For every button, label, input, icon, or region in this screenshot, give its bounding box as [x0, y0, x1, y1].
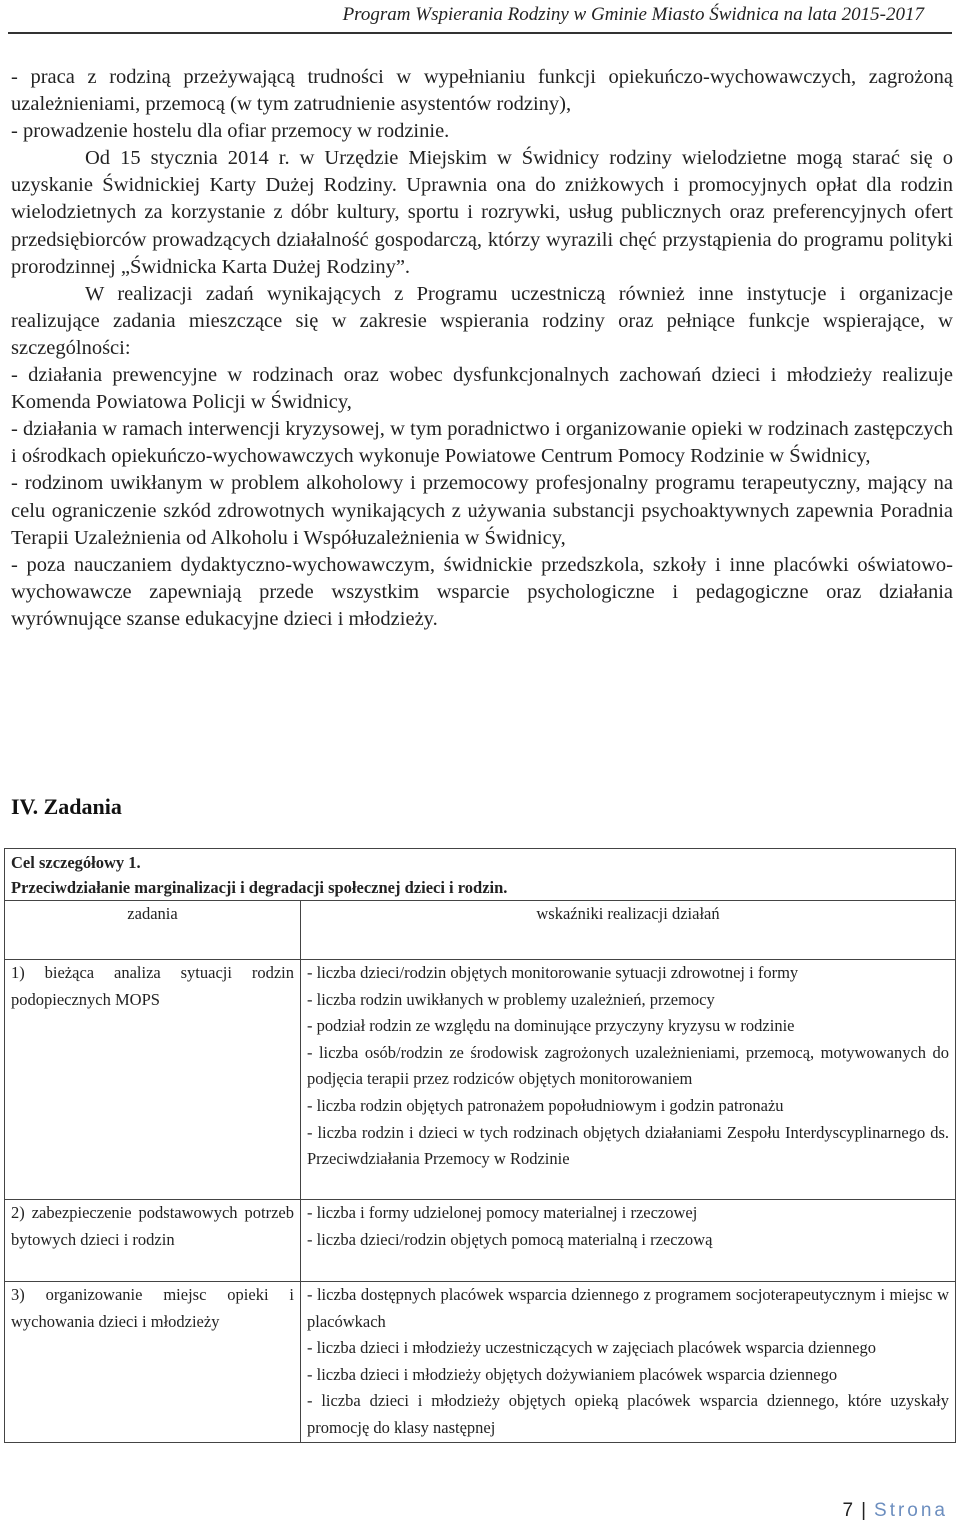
indicator-item: - liczba dzieci/rodzin objętych monitorowanie sytuacji zdrowotnej i formy — [307, 963, 799, 982]
goal-label: Cel szczegółowy 1. — [11, 853, 141, 872]
paragraph: W realizacji zadań wynikających z Programu uczestniczą również inne instytucje i organizacje realizujące zadania mieszczące się w zakresie wspierania rodziny oraz pełniące funkcje wspierające, w szczególności: — [11, 282, 953, 359]
indicator-item: - liczba dzieci i młodzieży objętych dożywianiem placówek wsparcia dziennego — [307, 1364, 838, 1384]
indicator-item: - liczba dzieci i młodzieży uczestniczących w zajęciach placówek wsparcia dziennego — [307, 1338, 876, 1358]
indicators-cell — [301, 960, 956, 1200]
paragraph: - działania prewencyjne w rodzinach oraz wobec dysfunkcjonalnych zachowań dzieci i młodzieży realizuje Komenda Powiatowa Policji w Świdnicy, — [11, 364, 953, 414]
table-row — [5, 1282, 956, 1443]
indicator-item: - liczba rodzin objętych patronażem popołudniowym i godzin patronażu — [307, 1095, 784, 1115]
footer-separator: | — [861, 1500, 867, 1521]
section-heading: IV. Zadania — [11, 794, 122, 819]
paragraph: - prowadzenie hostelu dla ofiar przemocy w rodzinie. — [11, 120, 450, 143]
paragraph: Od 15 stycznia 2014 r. w Urzędzie Miejskim w Świdnicy rodziny wielodzietne mogą starać się o uzyskanie Świdnickiej Karty Dużej Rodziny. Uprawnia ona do zniżkowych i promocyjnych opłat dla rodzin wielodzietnych za korzystanie z dóbr kultury, sportu i rozrywki, usług publicznych oraz preferencyjnych ofert przedsiębiorców prowadzących działalność gospodarczą, którzy wyrazili chęć przystąpienia do programu polityki prorodzinnej „Świdnicka Karta Dużej Rodziny”. — [11, 147, 953, 278]
indicator-item: - liczba dzieci/rodzin objętych pomocą materialną i rzeczową — [307, 1229, 713, 1249]
indicators-cell — [301, 1282, 956, 1443]
page-number: 7 — [842, 1500, 854, 1521]
page-label: Strona — [874, 1500, 948, 1521]
task-cell: 3) organizowanie miejsc opieki i wychowania dzieci i młodzieży — [5, 1282, 301, 1443]
body-text — [11, 64, 953, 633]
running-header: Program Wspierania Rodziny w Gminie Miasto Świdnica na lata 2015-2017 — [342, 4, 924, 25]
tasks-table — [4, 848, 956, 1443]
column-header-tasks: zadania — [5, 901, 301, 960]
indicators-cell — [301, 1200, 956, 1282]
table-row — [5, 1200, 956, 1282]
paragraph: - praca z rodziną przeżywającą trudności w wypełnianiu funkcji opiekuńczo-wychowawczych, zagrożoną uzależnieniami, przemocą (w tym zatrudnienie asystentów rodziny), — [11, 66, 953, 116]
indicator-item: - liczba dzieci i młodzieży objętych opieką placówek wsparcia dziennego, które uzyskały promocję do klasy następnej — [307, 1391, 949, 1437]
indicator-item: - liczba dostępnych placówek wsparcia dziennego z programem socjoterapeutycznym i miejsc w placówkach — [307, 1285, 949, 1331]
header-divider — [8, 32, 952, 34]
column-header-indicators: wskaźniki realizacji działań — [301, 901, 956, 960]
indicator-item: - liczba osób/rodzin ze środowisk zagrożonych uzależnieniami, przemocą, motywowanych do podjęcia terapii przez rodziców objętych monitorowaniem — [307, 1042, 949, 1089]
paragraph: - działania w ramach interwencji kryzysowej, w tym poradnictwo i organizowanie opieki w rodzinach zastępczych i ośrodkach opiekuńczo-wychowawczych wykonuje Powiatowe Centrum Pomocy Rodzinie w Świdnicy, — [11, 418, 953, 468]
paragraph: - poza nauczaniem dydaktyczno-wychowawczym, świdnickie przedszkola, szkoły i inne placówki oświatowo-wychowawcze zapewniają przede wszystkim wsparcie psychologiczne i pedagogiczne oraz działania wyrównujące szanse edukacyjne dzieci i młodzieży. — [11, 553, 953, 630]
indicator-item: - podział rodzin ze względu na dominujące przyczyny kryzysu w rodzinie — [307, 1016, 795, 1036]
indicator-item: - liczba i formy udzielonej pomocy materialnej i rzeczowej — [307, 1203, 698, 1222]
indicator-item: - liczba rodzin uwikłanych w problemy uzależnień, przemocy — [307, 989, 715, 1009]
goal-text: Przeciwdziałanie marginalizacji i degradacji społecznej dzieci i rodzin. — [11, 878, 508, 897]
table-row — [5, 960, 956, 1200]
task-cell: 1) bieżąca analiza sytuacji rodzin podopiecznych MOPS — [5, 960, 301, 1200]
paragraph: - rodzinom uwikłanym w problem alkoholowy i przemocowy profesjonalny programu terapeutyczny, mający na celu ograniczenie szkód zdrowotnych wynikających z używania substancji psychoaktywnych zapewnia Poradnia Terapii Uzależnienia od Alkoholu i Współuzależnienia w Świdnicy, — [11, 472, 953, 549]
indicator-item: - liczba rodzin i dzieci w tych rodzinach objętych działaniami Zespołu Interdyscyplinarnego ds. Przeciwdziałania Przemocy w Rodzinie — [307, 1122, 949, 1169]
task-cell: 2) zabezpieczenie podstawowych potrzeb bytowych dzieci i rodzin — [5, 1200, 301, 1282]
goal-cell — [5, 849, 956, 901]
page-footer — [843, 1500, 949, 1522]
